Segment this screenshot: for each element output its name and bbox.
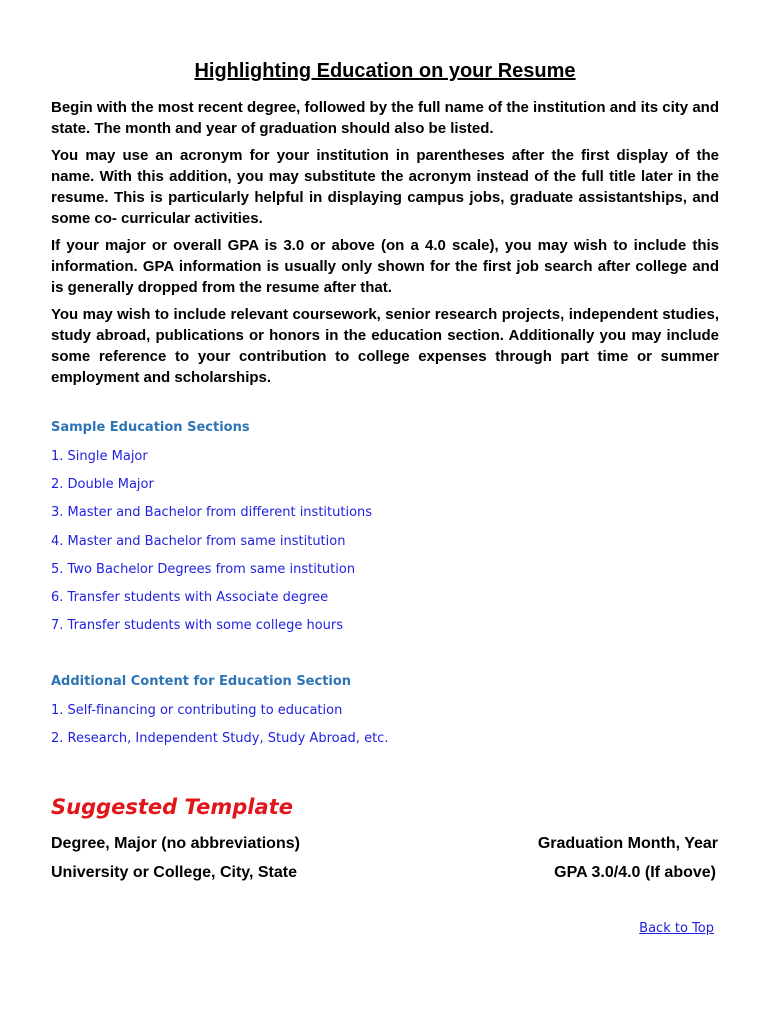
list-item	[51, 476, 372, 504]
sample-link-two-bachelor[interactable]: 5. Two Bachelor Degrees from same institution	[51, 561, 356, 577]
list-item	[51, 504, 372, 532]
intro-paragraph-coursework: You may wish to include relevant coursework, senior research projects, independent studies, study abroad, publications or honors in the education section. Additionally you may include some reference to your contribution to college expenses through part time or summer employment and scholarships.	[51, 306, 719, 386]
list-item	[51, 617, 372, 645]
intro-text	[51, 97, 719, 394]
template-graduation-date: Graduation Month, Year	[537, 835, 718, 852]
sample-sections-heading: Sample Education Sections	[51, 420, 250, 435]
intro-paragraph-acronym: You may use an acronym for your institution in parentheses after the first display of the name. With this addition, you may substitute the acronym instead of the full title later in the resume. This is particularly helpful in displaying campus jobs, graduate assistantships, and some co- curricular activities.	[51, 147, 719, 227]
additional-link-self-financing[interactable]: 1. Self-financing or contributing to education	[51, 703, 343, 718]
sample-link-double-major[interactable]: 2. Double Major	[51, 477, 154, 493]
intro-paragraph-gpa: If your major or overall GPA is 3.0 or above (on a 4.0 scale), you may wish to include this information. GPA information is usually only shown for the first job search after college and is generally dropped from the resume after that.	[51, 237, 719, 296]
template-university-location: University or College, City, State	[51, 864, 297, 881]
list-item	[51, 448, 372, 476]
list-item	[51, 561, 372, 589]
template-gpa: GPA 3.0/4.0 (If above)	[554, 864, 716, 881]
intro-paragraph-degree: Begin with the most recent degree, followed by the full name of the institution and its city and state. The month and year of graduation should also be listed.	[51, 99, 719, 137]
template-degree-major: Degree, Major (no abbreviations)	[51, 835, 300, 852]
page-title: Highlighting Education on your Resume	[194, 60, 576, 82]
additional-link-research[interactable]: 2. Research, Independent Study, Study Abroad, etc.	[51, 731, 389, 747]
sample-link-master-bachelor-same[interactable]: 4. Master and Bachelor from same institution	[51, 533, 346, 549]
suggested-template-heading: Suggested Template	[51, 795, 293, 819]
additional-content-list	[51, 702, 388, 758]
list-item	[51, 730, 388, 758]
sample-link-master-bachelor-different[interactable]: 3. Master and Bachelor from different institutions	[51, 505, 373, 521]
list-item	[51, 702, 388, 730]
sample-link-transfer-associate[interactable]: 6. Transfer students with Associate degree	[51, 589, 329, 605]
sample-link-single-major[interactable]: 1. Single Major	[51, 449, 148, 464]
list-item	[51, 589, 372, 617]
sample-link-transfer-college-hours[interactable]: 7. Transfer students with some college hours	[51, 618, 344, 634]
additional-content-heading: Additional Content for Education Section	[51, 674, 352, 689]
sample-sections-list	[51, 448, 372, 645]
back-to-top-link[interactable]: Back to Top	[639, 921, 714, 936]
list-item	[51, 533, 372, 561]
